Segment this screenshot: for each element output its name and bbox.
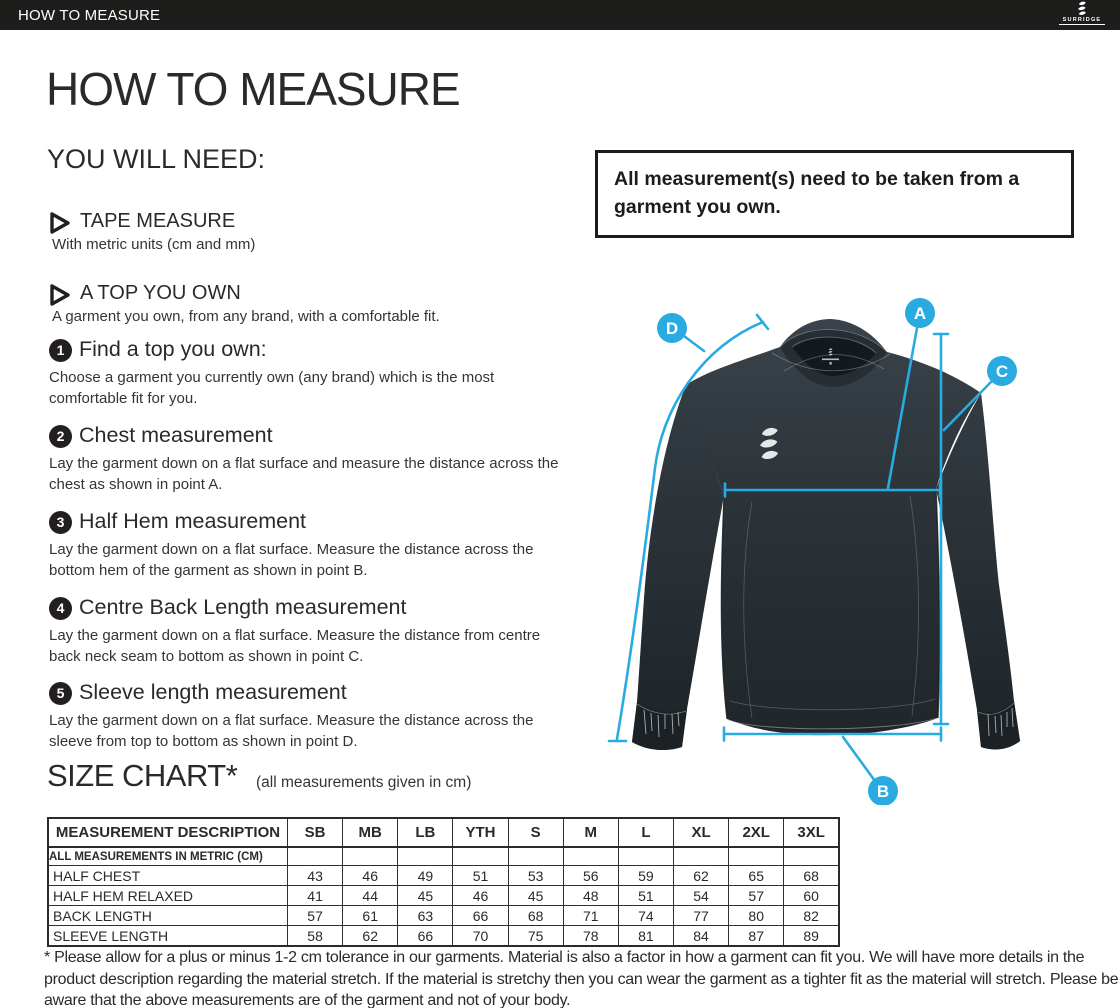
subheader-cell: ALL MEASUREMENTS IN METRIC (CM) [48, 847, 288, 866]
step-2-title: Chest measurement [79, 423, 273, 447]
value-cell: 41 [288, 886, 343, 906]
empty-cell [288, 847, 343, 866]
value-cell: 43 [288, 866, 343, 886]
column-header: YTH [453, 818, 508, 847]
column-header: MEASUREMENT DESCRIPTION [48, 818, 288, 847]
value-cell: 87 [729, 926, 784, 947]
triangle-bullet-icon [50, 284, 70, 306]
column-header: SB [288, 818, 343, 847]
value-cell: 66 [453, 906, 508, 926]
need-desc-tape-measure: With metric units (cm and mm) [52, 236, 256, 253]
value-cell: 44 [343, 886, 398, 906]
column-header: M [563, 818, 618, 847]
table-subheader-row [48, 847, 839, 866]
value-cell: 49 [398, 866, 453, 886]
step-2-badge: 2 [49, 425, 72, 448]
value-cell: 48 [563, 886, 618, 906]
surridge-logo [1056, 1, 1108, 29]
need-title-top-you-own: A TOP YOU OWN [80, 282, 241, 304]
value-cell: 51 [618, 886, 673, 906]
step-3-desc: Lay the garment down on a flat surface. Measure the distance across the bottom hem of the garment as shown in point B. [49, 541, 534, 579]
column-header: L [618, 818, 673, 847]
step-5-title: Sleeve length measurement [79, 680, 347, 704]
value-cell: 68 [508, 906, 563, 926]
step-4-desc: Lay the garment down on a flat surface. Measure the distance from centre back neck seam to bottom as shown in point C. [49, 627, 541, 665]
value-cell: 53 [508, 866, 563, 886]
value-cell: 46 [343, 866, 398, 886]
you-will-need-heading: YOU WILL NEED: [47, 144, 266, 174]
empty-cell [618, 847, 673, 866]
need-desc-top-you-own: A garment you own, from any brand, with a comfortable fit. [52, 308, 440, 325]
value-cell: 62 [673, 866, 728, 886]
value-cell: 81 [618, 926, 673, 947]
step-1-badge: 1 [49, 339, 72, 362]
step-3-title: Half Hem measurement [79, 509, 307, 533]
table-row [48, 866, 839, 886]
value-cell: 84 [673, 926, 728, 947]
value-cell: 63 [398, 906, 453, 926]
value-cell: 45 [398, 886, 453, 906]
brand-underline [1059, 24, 1105, 25]
empty-cell [563, 847, 618, 866]
banner-title: HOW TO MEASURE [18, 7, 161, 24]
value-cell: 57 [288, 906, 343, 926]
row-label-cell: BACK LENGTH [48, 906, 288, 926]
step-2-desc: Lay the garment down on a flat surface and measure the distance across the chest as shown in point A. [49, 455, 559, 493]
empty-cell [398, 847, 453, 866]
value-cell: 68 [784, 866, 839, 886]
value-cell: 75 [508, 926, 563, 947]
value-cell: 80 [729, 906, 784, 926]
marker-a-label: A [913, 304, 927, 323]
value-cell: 57 [729, 886, 784, 906]
empty-cell [508, 847, 563, 866]
table-header-row [48, 818, 839, 847]
empty-cell [784, 847, 839, 866]
row-label-cell: SLEEVE LENGTH [48, 926, 288, 947]
step-4-badge: 4 [49, 597, 72, 620]
value-cell: 54 [673, 886, 728, 906]
column-header: MB [343, 818, 398, 847]
step-1-title: Find a top you own: [79, 337, 267, 361]
value-cell: 82 [784, 906, 839, 926]
size-chart-note: (all measurements given in cm) [256, 774, 472, 791]
value-cell: 58 [288, 926, 343, 947]
column-header: S [508, 818, 563, 847]
step-5-badge: 5 [49, 682, 72, 705]
notice-text: All measurement(s) need to be taken from a garment you own. [614, 168, 1020, 218]
step-3-badge: 3 [49, 511, 72, 534]
size-chart-title: SIZE CHART* [47, 758, 238, 793]
value-cell: 56 [563, 866, 618, 886]
value-cell: 51 [453, 866, 508, 886]
column-header: LB [398, 818, 453, 847]
empty-cell [453, 847, 508, 866]
empty-cell [673, 847, 728, 866]
value-cell: 61 [343, 906, 398, 926]
value-cell: 46 [453, 886, 508, 906]
footnote: * Please allow for a plus or minus 1-2 cm tolerance in our garments. Material is also a factor in how a garment can fit you. We will have more details in the product description regarding the material stretch. If the material is stretchy then you can wear the garment as a tighter fit as the material will stretch. Please be aware that the above measurements are of the garment and not of your body. [44, 949, 1119, 1008]
page-title: HOW TO MEASURE [46, 63, 460, 115]
triangle-bullet-icon [50, 212, 70, 234]
column-header: 2XL [729, 818, 784, 847]
need-title-tape-measure: TAPE MEASURE [80, 210, 236, 232]
marker-b-label: B [876, 782, 890, 801]
garment-measurement-diagram [600, 290, 1070, 805]
column-header: 3XL [784, 818, 839, 847]
top-banner [0, 0, 1120, 30]
value-cell: 74 [618, 906, 673, 926]
surridge-wordmark: SURRIDGE [1062, 17, 1102, 23]
step-5-desc: Lay the garment down on a flat surface. Measure the distance across the sleeve from top to bottom as shown in point D. [49, 712, 534, 750]
empty-cell [343, 847, 398, 866]
step-4-title: Centre Back Length measurement [79, 595, 407, 619]
surridge-s-icon [1077, 1, 1087, 17]
notice-box [595, 150, 1074, 238]
marker-c-label: C [995, 362, 1009, 381]
table-row [48, 906, 839, 926]
value-cell: 59 [618, 866, 673, 886]
column-header: XL [673, 818, 728, 847]
value-cell: 66 [398, 926, 453, 947]
value-cell: 78 [563, 926, 618, 947]
value-cell: 65 [729, 866, 784, 886]
value-cell: 77 [673, 906, 728, 926]
row-label-cell: HALF CHEST [48, 866, 288, 886]
table-row [48, 886, 839, 906]
value-cell: 62 [343, 926, 398, 947]
value-cell: 60 [784, 886, 839, 906]
marker-d-label: D [665, 319, 679, 338]
step-1-desc: Choose a garment you currently own (any brand) which is the most comfortable fit for you. [49, 369, 495, 407]
value-cell: 70 [453, 926, 508, 947]
size-chart-table [47, 817, 840, 947]
value-cell: 89 [784, 926, 839, 947]
empty-cell [729, 847, 784, 866]
table-row [48, 926, 839, 947]
value-cell: 45 [508, 886, 563, 906]
value-cell: 71 [563, 906, 618, 926]
row-label-cell: HALF HEM RELAXED [48, 886, 288, 906]
